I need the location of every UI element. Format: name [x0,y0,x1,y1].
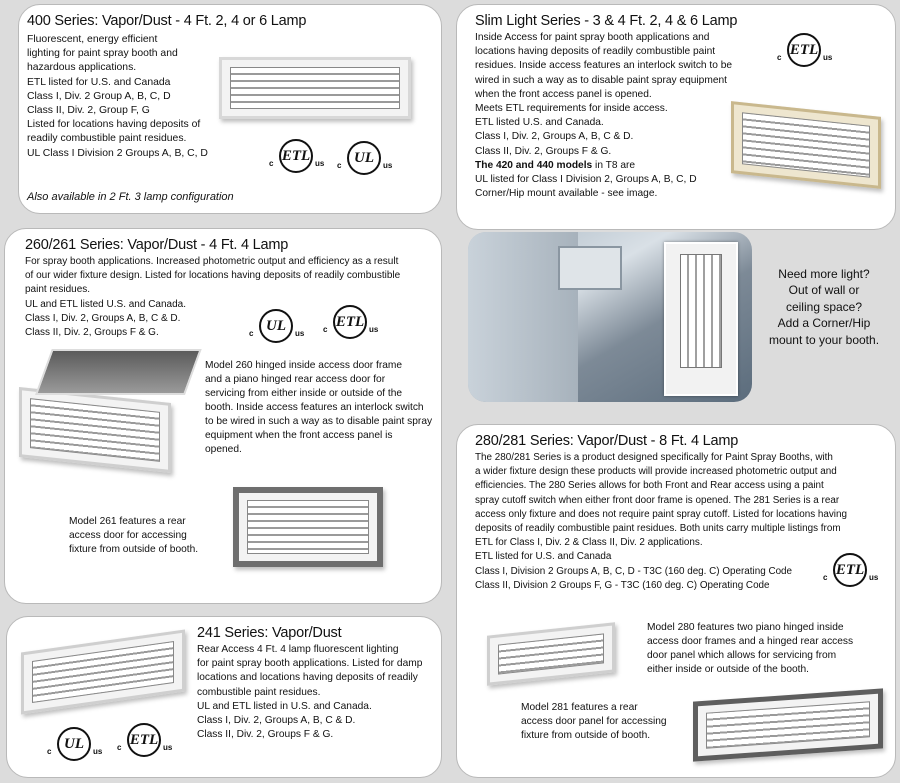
mark-letters: UL [64,736,84,752]
mark-letters: UL [266,318,286,334]
text-line: locations and locations having deposits of readily [197,672,418,684]
text-line: Model 280 features two piano hinged inside [647,622,844,633]
mark-letters: ETL [129,732,159,748]
text-line: a wider fixture design these products will provide increased photometric output and [475,466,837,478]
title-400-series: 400 Series: Vapor/Dust - 4 Ft. 2, 4 or 6 Lamp [27,13,307,29]
mark-us: us [163,743,173,752]
panel-corner-hip [456,228,896,412]
text-line: Fluorescent, energy efficient [27,34,158,45]
text-line: mount to your booth. [768,332,880,347]
etl-mark-icon [323,303,379,343]
text-line: to be wired in such a way as to disable paint spray [205,416,433,427]
fixture-lamps [706,701,870,748]
title-slim-light-series: Slim Light Series - 3 & 4 Ft. 2, 4 & 6 Lamp [475,13,738,29]
text-line: UL Class I Division 2 Groups A, B, C, D [27,147,208,159]
panel-280-series [456,424,896,778]
text-line: Model 281 features a rear [521,702,638,713]
mark-letters: ETL [835,562,865,578]
text-line: Class I, Div. 2, Groups A, B, C & D. [25,312,181,324]
text-line: either inside or outside of the booth. [647,664,809,675]
text-model-261 [69,515,198,557]
fixture-261-image [233,487,383,567]
text-line: for paint spray booth applications. Listed for damp [197,658,423,670]
text-line: combustible paint residues. [197,686,321,698]
fixture-280-image [487,622,615,685]
mark-letters: ETL [281,148,311,164]
mark-c: c [823,573,828,582]
fixture-lamps [742,112,870,177]
ul-mark-icon [249,307,305,347]
text-line: ETL for Class I, Div. 2 & Class II, Div. 2 applications. [475,537,703,549]
text-line: Need more light? [778,267,870,281]
text-line: opened. [205,444,242,455]
text-line: access only fixture and does not require paint spray cutoff. Listed for locations having [475,508,847,520]
mark-letters: UL [354,150,374,166]
text-line: fixture from outside of booth. [69,544,199,555]
panel-260-series [4,228,442,604]
text-line: Class II, Division 2 Groups F, G - T3C (160 deg. C) Operating Code [475,579,770,591]
text-line: Class II, Div. 2, Groups F & G. [475,145,612,157]
mark-c: c [337,161,342,170]
text-line: residues. Inside access features an interlock switch to be [475,60,733,72]
mark-c: c [117,743,122,752]
mark-c: c [777,53,782,62]
text-line: ETL listed U.S. and Canada. [475,117,604,129]
fixture-281-image [693,688,883,761]
etl-mark-icon [269,137,325,177]
text-line: readily combustible paint residues. [27,133,187,145]
note-400-series: Also available in 2 Ft. 3 lamp configuration [27,191,234,203]
mark-letters: ETL [335,314,365,330]
text-line-models [475,159,732,173]
text-model-281 [521,701,667,743]
mark-letters: ETL [789,42,819,58]
text-line: deposits of readily combustible paint residues. Both units carry multiple listings from [475,523,841,535]
text-line: ceiling space? [785,299,863,314]
text-line: hazardous applications. [27,62,137,74]
title-241-series: 241 Series: Vapor/Dust [197,625,342,641]
text-line: Class II, Div. 2, Groups F & G. [25,327,159,339]
corner-hip-callout [756,266,892,348]
text-line: UL listed for Class I Division 2, Groups A, B, C, D [475,174,697,186]
booth-corner-photo [468,232,752,402]
text-line: access door frames and a hinged rear access [647,636,854,647]
mark-us: us [93,747,103,756]
text-line: paint residues. [25,284,91,296]
text-line: access door panel for accessing [521,716,667,727]
text-line: ETL listed for U.S. and Canada [27,76,171,88]
mark-us: us [315,159,325,168]
text-line: Class I, Division 2 Groups A, B, C, D - T3C (160 deg. C) Operating Code [475,565,793,577]
ul-mark-icon [337,139,393,179]
models-rest-text: in T8 are [592,159,636,171]
fixture-lamps [247,500,369,554]
fixture-241-image [21,629,185,714]
fixture-lamps [30,398,160,462]
text-line: Listed for locations having deposits of [27,119,201,131]
text-line: servicing from either inside or outside of the [205,388,403,399]
text-line: Class I, Div. 2 Group A, B, C, D [27,90,171,102]
desc-241-series [197,643,422,742]
text-line: Class I, Div. 2, Groups A, B, C & D. [197,715,356,727]
text-line: booth. Inside access features an interlock switch [205,402,424,413]
text-line: Model 260 hinged inside access door frame [205,360,403,371]
text-line: wired in such a way as to disable paint spray equipment [475,74,727,86]
text-line: Model 261 features a rear [69,516,186,527]
corner-fixture-inset [664,242,738,396]
mark-c: c [249,329,254,338]
mark-c: c [47,747,52,756]
text-line: ETL listed for U.S. and Canada [475,551,612,563]
text-line: UL and ETL listed in U.S. and Canada. [197,700,372,712]
panel-241-series [6,616,442,778]
panel-slim-light-series [456,4,896,230]
text-line: access door for accessing [69,530,187,541]
text-line: The 280/281 Series is a product designed specifically for Paint Spray Booths, with [475,452,833,463]
mark-us: us [823,53,833,62]
desc-slim-light-series [475,31,732,201]
text-line: equipment when the front access panel is [205,430,393,441]
title-260-series: 260/261 Series: Vapor/Dust - 4 Ft. 4 Lamp [25,237,289,253]
desc-280-series [475,451,847,593]
fixture-260-open-door [35,349,202,395]
text-line: Rear Access 4 Ft. 4 lamp fluorescent lighting [197,644,399,655]
text-line: Out of wall or [788,283,860,298]
text-line: and a piano hinged rear access door for [205,374,386,385]
etl-mark-icon [777,31,833,71]
corner-fixture-lamps [680,254,722,368]
mark-us: us [295,329,305,338]
text-model-260 [205,359,432,457]
text-line: Class I, Div. 2, Groups A, B, C & D. [475,131,634,143]
mark-us: us [383,161,393,170]
etl-mark-icon [117,721,173,761]
etl-mark-icon [823,551,879,591]
text-line: For spray booth applications. Increased photometric output and efficiency as a result [25,256,399,267]
fixture-slim-image [731,101,881,189]
models-bold-text: The 420 and 440 models [475,159,593,171]
desc-400-series [27,33,208,161]
mark-c: c [269,159,274,168]
text-model-280 [647,621,853,677]
mark-us: us [869,573,879,582]
text-line: Class II, Div. 2, Groups F & G. [197,729,334,741]
text-line: fixture from outside of booth. [521,730,651,741]
fixture-400-image [219,57,411,119]
text-line: Class II, Div. 2, Group F, G [27,105,150,117]
booth-ceiling-fixture [558,246,622,290]
text-line: Corner/Hip mount available - see image. [475,188,658,200]
fixture-lamps [230,67,400,109]
text-line: spray cutoff switch when either front door frame is opened. The 281 Series is a rear [475,494,840,506]
mark-c: c [323,325,328,334]
panel-400-series [18,4,442,214]
text-line: of our wider fixture design. Listed for locations having deposits of readily combustible [25,270,401,282]
fixture-lamps [32,641,174,703]
text-line: when the front access panel is opened. [475,88,652,100]
text-line: UL and ETL listed U.S. and Canada. [25,298,187,310]
ul-mark-icon [47,725,103,765]
text-line: efficiencies. The 280 Series allows for both Front and Rear access using a paint [475,480,824,492]
text-line: door panel which allows for servicing from [647,650,837,661]
fixture-lamps [498,633,604,674]
text-line: Add a Corner/Hip [777,316,871,331]
fixture-260-image [19,387,171,473]
text-line: locations having deposits of readily combustible paint [475,46,716,58]
text-line: Meets ETL requirements for inside access. [475,103,668,115]
text-line: lighting for paint spray booth and [27,48,178,60]
mark-us: us [369,325,379,334]
title-280-series: 280/281 Series: Vapor/Dust - 8 Ft. 4 Lamp [475,433,739,449]
text-line: Inside Access for paint spray booth applications and [475,32,710,43]
